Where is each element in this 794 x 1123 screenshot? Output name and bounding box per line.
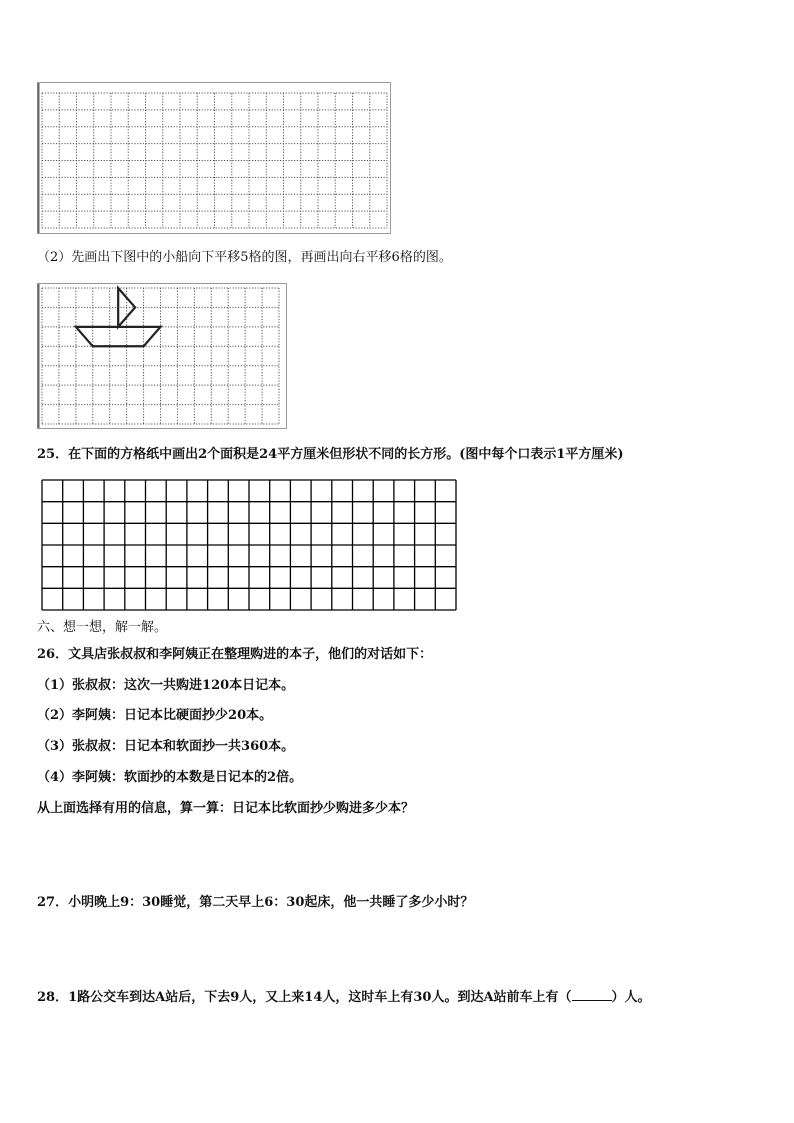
question-28-text-after: ）人。 (611, 990, 651, 1005)
answer-blank[interactable] (572, 988, 612, 1001)
question-26-intro-text: 文具店张叔叔和李阿姨正在整理购进的本子，他们的对话如下： (68, 647, 433, 662)
question-25-text: 在下面的方格纸中画出2个面积是24平方厘米但形状不同的长方形。(图中每个口表示1平方厘米) (68, 447, 624, 462)
question-26-question: 从上面选择有用的信息，算一算：日记本比软面抄少购进多少本？ (37, 801, 415, 816)
question-28 (37, 988, 651, 1006)
question-27-text: 小明晚上9：30睡觉，第二天早上6：30起床，他一共睡了多少小时？ (68, 895, 474, 910)
statement-4: （4）李阿姨：软面抄的本数是日记本的2倍。 (37, 770, 303, 785)
section-six-heading: 六、想一想，解一解。 (37, 620, 168, 635)
question-27 (37, 895, 473, 911)
part-2-instruction: （2）先画出下图中的小船向下平移5格的图，再画出向右平移6格的图。 (37, 250, 452, 265)
statement-3: （3）张叔叔：日记本和软面抄一共360本。 (37, 739, 295, 754)
question-25 (37, 447, 624, 463)
dotted-grid-top (37, 82, 391, 234)
question-26-intro (37, 647, 432, 663)
question-27-number: 27． (37, 895, 69, 910)
question-28-number: 28． (37, 990, 69, 1005)
statement-1: （1）张叔叔：这次一共购进120本日记本。 (37, 678, 295, 693)
question-26-number: 26． (37, 647, 69, 662)
solid-grid (41, 479, 457, 611)
boat-grid (37, 283, 287, 429)
statement-2: （2）李阿姨：日记本比硬面抄少20本。 (37, 708, 273, 723)
question-28-text-before: 1路公交车到达A站后，下去9人，又上来14人，这时车上有30人。到达A站前车上有（ (68, 990, 572, 1005)
question-25-number: 25． (37, 447, 69, 462)
grid-frame (38, 284, 287, 429)
